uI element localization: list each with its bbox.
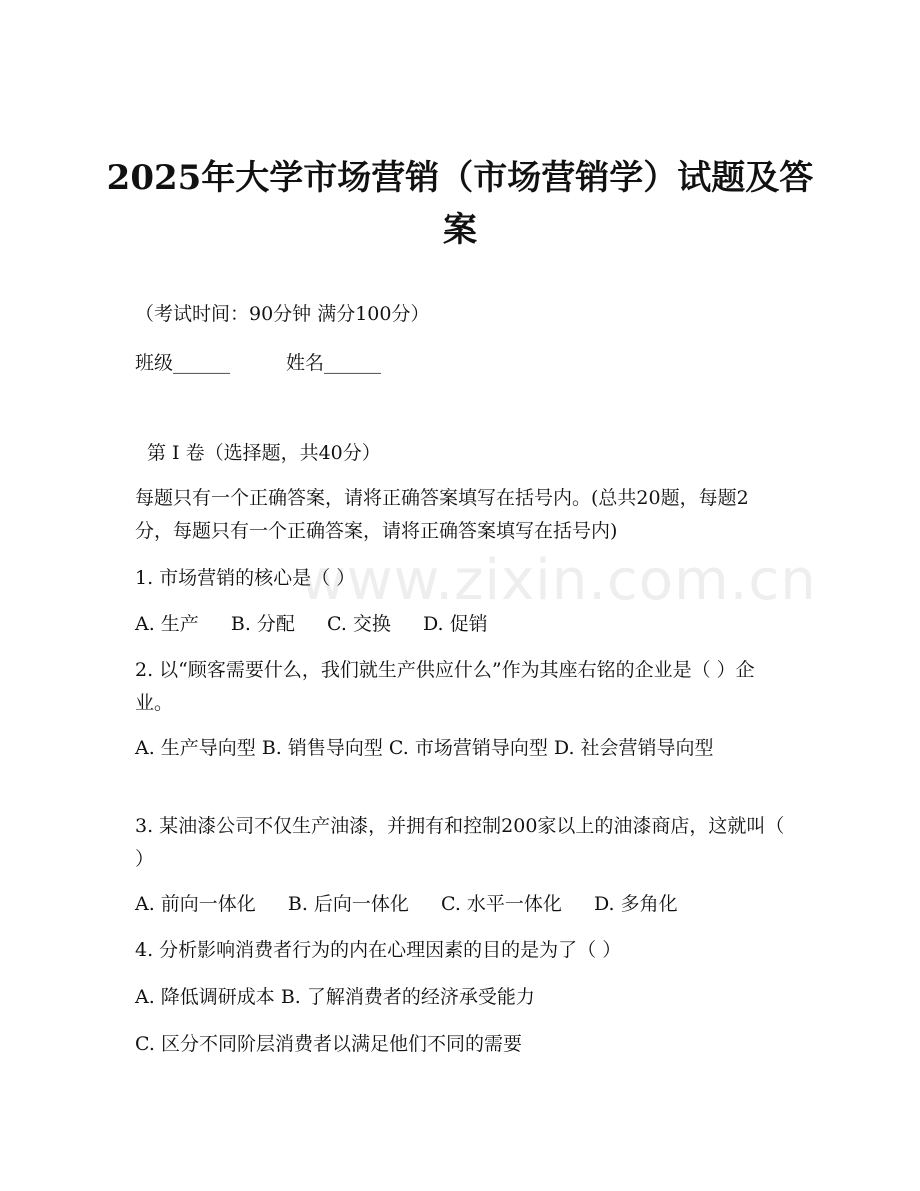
question-1-option-d: D. 促销: [422, 613, 488, 635]
question-4-stem: 4. 分析影响消费者行为的内在心理因素的目的是为了（ ）: [135, 939, 622, 961]
question-1-option-a: A. 生产: [135, 613, 199, 635]
question-4-options-line-2: C. 区分不同阶层消费者以满足他们不同的需要: [135, 1033, 522, 1055]
question-3-option-a: A. 前向一体化: [135, 893, 256, 915]
exam-info: （考试时间：90分钟 满分100分）: [135, 303, 430, 325]
question-3-options: [135, 892, 678, 916]
section-title: 第 I 卷（选择题，共40分）: [147, 442, 381, 464]
question-1-options: [135, 612, 488, 636]
question-1-stem: 1. 市场营销的核心是（ ）: [135, 567, 356, 589]
question-1-option-b: B. 分配: [230, 613, 295, 635]
question-3-option-b: B. 后向一体化: [287, 893, 409, 915]
student-fields: [135, 351, 381, 375]
question-3-option-c: C. 水平一体化: [440, 893, 562, 915]
instructions: 每题只有一个正确答案，请将正确答案填写在括号内。(总共20题，每题2分，每题只有一个正确答案，请将正确答案填写在括号内): [135, 487, 749, 542]
question-4-options-line-1: A. 降低调研成本 B. 了解消费者的经济承受能力: [135, 986, 535, 1008]
document-title: 2025年大学市场营销（市场营销学）试题及答案: [106, 158, 814, 250]
class-label: 班级______: [135, 352, 231, 374]
question-2-options: A. 生产导向型 B. 销售导向型 C. 市场营销导向型 D. 社会营销导向型: [135, 737, 714, 759]
watermark: www.zixin.com.cn: [300, 548, 817, 613]
question-2-stem: 2. 以“顾客需要什么，我们就生产供应什么”作为其座右铭的企业是（ ）企业。: [135, 659, 755, 714]
name-label: 姓名______: [286, 352, 382, 374]
question-3-option-d: D. 多角化: [593, 893, 678, 915]
question-3-stem: 3. 某油漆公司不仅生产油漆，并拥有和控制200家以上的油漆商店，这就叫（ ）: [135, 815, 785, 870]
question-1-option-c: C. 交换: [326, 613, 391, 635]
